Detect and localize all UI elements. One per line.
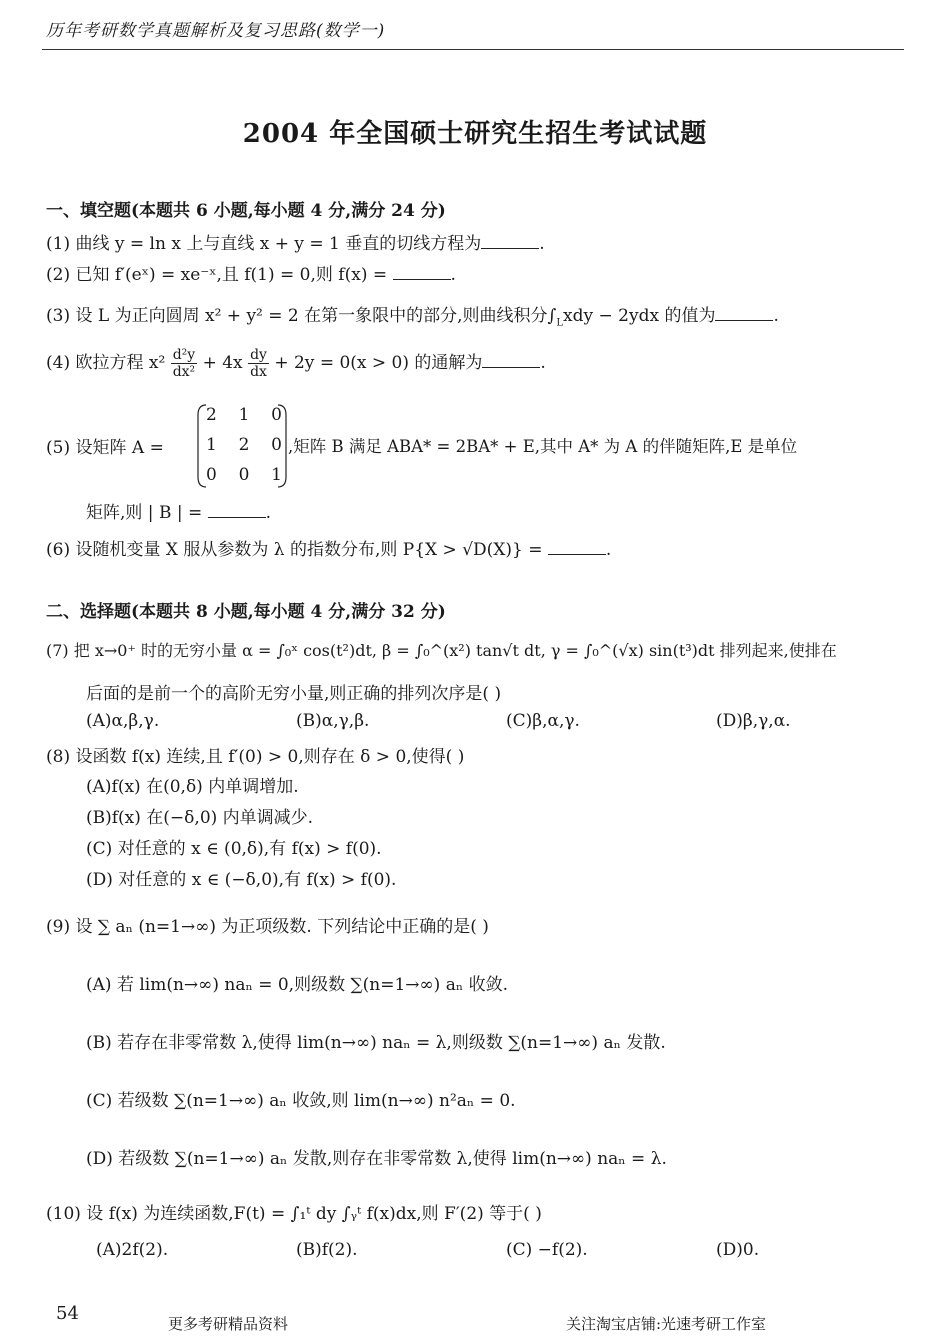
matrix-row <box>206 465 282 485</box>
answer-blank <box>715 306 773 321</box>
question-5-line2 <box>86 498 271 523</box>
option-d: (D)0. <box>716 1240 760 1260</box>
option-c: (C) 若级数 ∑(n=1→∞) aₙ 收敛,则 lim(n→∞) n²aₙ = 0. <box>86 1091 516 1111</box>
answer-blank <box>208 503 266 518</box>
question-3 <box>46 301 779 328</box>
matrix-row <box>206 405 282 425</box>
matrix-cell: 0 <box>271 405 282 425</box>
question-4-text-end: + 2y = 0(x > 0) 的通解为 <box>274 353 483 373</box>
question-5-line2-text: 矩阵,则 | B | = <box>86 503 208 523</box>
question-2 <box>46 260 456 285</box>
option-a: (A)α,β,γ. <box>86 711 160 731</box>
section-fill-heading: 一、填空题(本题共 6 小题,每小题 4 分,满分 24 分) <box>46 201 446 221</box>
question-5-text: ,矩阵 B 满足 ABA* = 2BA* + E,其中 A* 为 A 的伴随矩阵,E 是单位 <box>288 437 798 456</box>
question-9: (9) 设 ∑ aₙ (n=1→∞) 为正项级数. 下列结论中正确的是( ) <box>46 917 489 937</box>
running-header: 历年考研数学真题解析及复习思路(数学一) <box>46 21 386 41</box>
option-a: (A)2f(2). <box>96 1240 169 1260</box>
matrix-cell: 2 <box>206 405 217 425</box>
fraction-numerator: dy <box>250 347 267 363</box>
question-7-line2: 后面的是前一个的高阶无穷小量,则正确的排列次序是( ) <box>86 684 502 704</box>
option-d: (D) 对任意的 x ∈ (−δ,0),有 f(x) > f(0). <box>86 870 397 890</box>
answer-blank <box>481 234 539 249</box>
question-4-text-mid: + 4x <box>202 353 243 373</box>
fraction-second-derivative <box>171 347 197 380</box>
answer-blank <box>482 353 540 368</box>
question-6-text: (6) 设随机变量 X 服从参数为 λ 的指数分布,则 P{X > √D(X)} = <box>46 540 548 560</box>
question-6-end: . <box>605 540 612 560</box>
option-c: (C) −f(2). <box>506 1240 588 1260</box>
option-d: (D) 若级数 ∑(n=1→∞) aₙ 发散,则存在非零常数 λ,使得 lim(n→∞) naₙ = λ. <box>86 1149 667 1169</box>
question-5-end: . <box>265 503 272 523</box>
question-3-text: (3) 设 L 为正向圆周 x² + y² = 2 在第一象限中的部分,则曲线积分∫ <box>46 306 557 326</box>
matrix-cell: 2 <box>238 435 250 455</box>
matrix-cell: 1 <box>271 465 282 485</box>
option-a: (A)f(x) 在(0,δ) 内单调增加. <box>86 777 299 797</box>
answer-blank <box>548 540 606 555</box>
question-4 <box>46 347 546 380</box>
question-3-end: . <box>773 306 779 326</box>
question-1-end: . <box>539 234 545 254</box>
fraction-denominator: dx² <box>172 364 196 380</box>
option-c: (C) 对任意的 x ∈ (0,δ),有 f(x) > f(0). <box>86 839 382 859</box>
page-number: 54 <box>56 1303 79 1324</box>
footer-right-note: 关注淘宝店铺:光速考研工作室 <box>566 1315 767 1333</box>
matrix-cell: 0 <box>238 465 250 485</box>
option-c: (C)β,α,γ. <box>506 711 580 731</box>
footer-left-note: 更多考研精品资料 <box>168 1315 289 1333</box>
section-choice-heading: 二、选择题(本题共 8 小题,每小题 4 分,满分 32 分) <box>46 602 446 622</box>
question-4-text: (4) 欧拉方程 x² <box>46 353 166 373</box>
question-1-text: (1) 曲线 y = ln x 上与直线 x + y = 1 垂直的切线方程为 <box>46 234 482 254</box>
question-6 <box>46 535 611 560</box>
matrix-cell: 0 <box>206 465 217 485</box>
matrix-a <box>196 403 288 489</box>
question-4-end: . <box>540 353 546 373</box>
option-b: (B)f(x) 在(−δ,0) 内单调减少. <box>86 808 314 828</box>
fraction-numerator: d²y <box>172 347 196 363</box>
question-1 <box>46 229 545 254</box>
matrix-cell: 1 <box>238 405 250 425</box>
matrix-cell: 0 <box>271 435 282 455</box>
question-3-text-mid: xdy − 2ydx 的值为 <box>563 306 716 326</box>
fraction-first-derivative <box>248 347 269 380</box>
option-d: (D)β,γ,α. <box>716 711 791 731</box>
question-8: (8) 设函数 f(x) 连续,且 f′(0) > 0,则存在 δ > 0,使得( ) <box>46 747 465 767</box>
question-2-end: . <box>450 265 456 285</box>
question-7: (7) 把 x→0⁺ 时的无穷小量 α = ∫₀ˣ cos(t²)dt, β = ∫₀^(x²) tan√t dt, γ = ∫₀^(√x) sin(t³)dt 排列起来,使排在 <box>46 641 837 660</box>
matrix-cell: 1 <box>206 435 217 455</box>
integral-subscript: L <box>556 317 564 329</box>
option-b: (B)α,γ,β. <box>296 711 370 731</box>
option-b: (B)f(2). <box>296 1240 358 1260</box>
option-a: (A) 若 lim(n→∞) naₙ = 0,则级数 ∑(n=1→∞) aₙ 收敛. <box>86 975 508 995</box>
header-rule <box>42 49 904 50</box>
fraction-denominator: dx <box>250 364 267 380</box>
answer-blank <box>393 265 451 280</box>
question-2-text: (2) 已知 f′(eˣ) = xe⁻ˣ,且 f(1) = 0,则 f(x) = <box>46 265 393 285</box>
option-b: (B) 若存在非零常数 λ,使得 lim(n→∞) naₙ = λ,则级数 ∑(n=1→∞) aₙ 发散. <box>86 1033 666 1053</box>
page-title: 2004 年全国硕士研究生招生考试试题 <box>242 119 708 149</box>
question-5-lead: (5) 设矩阵 A = <box>46 438 164 458</box>
question-10: (10) 设 f(x) 为连续函数,F(t) = ∫₁ᵗ dy ∫ᵧᵗ f(x)dx,则 F′(2) 等于( ) <box>46 1204 542 1224</box>
matrix-row <box>206 435 282 455</box>
